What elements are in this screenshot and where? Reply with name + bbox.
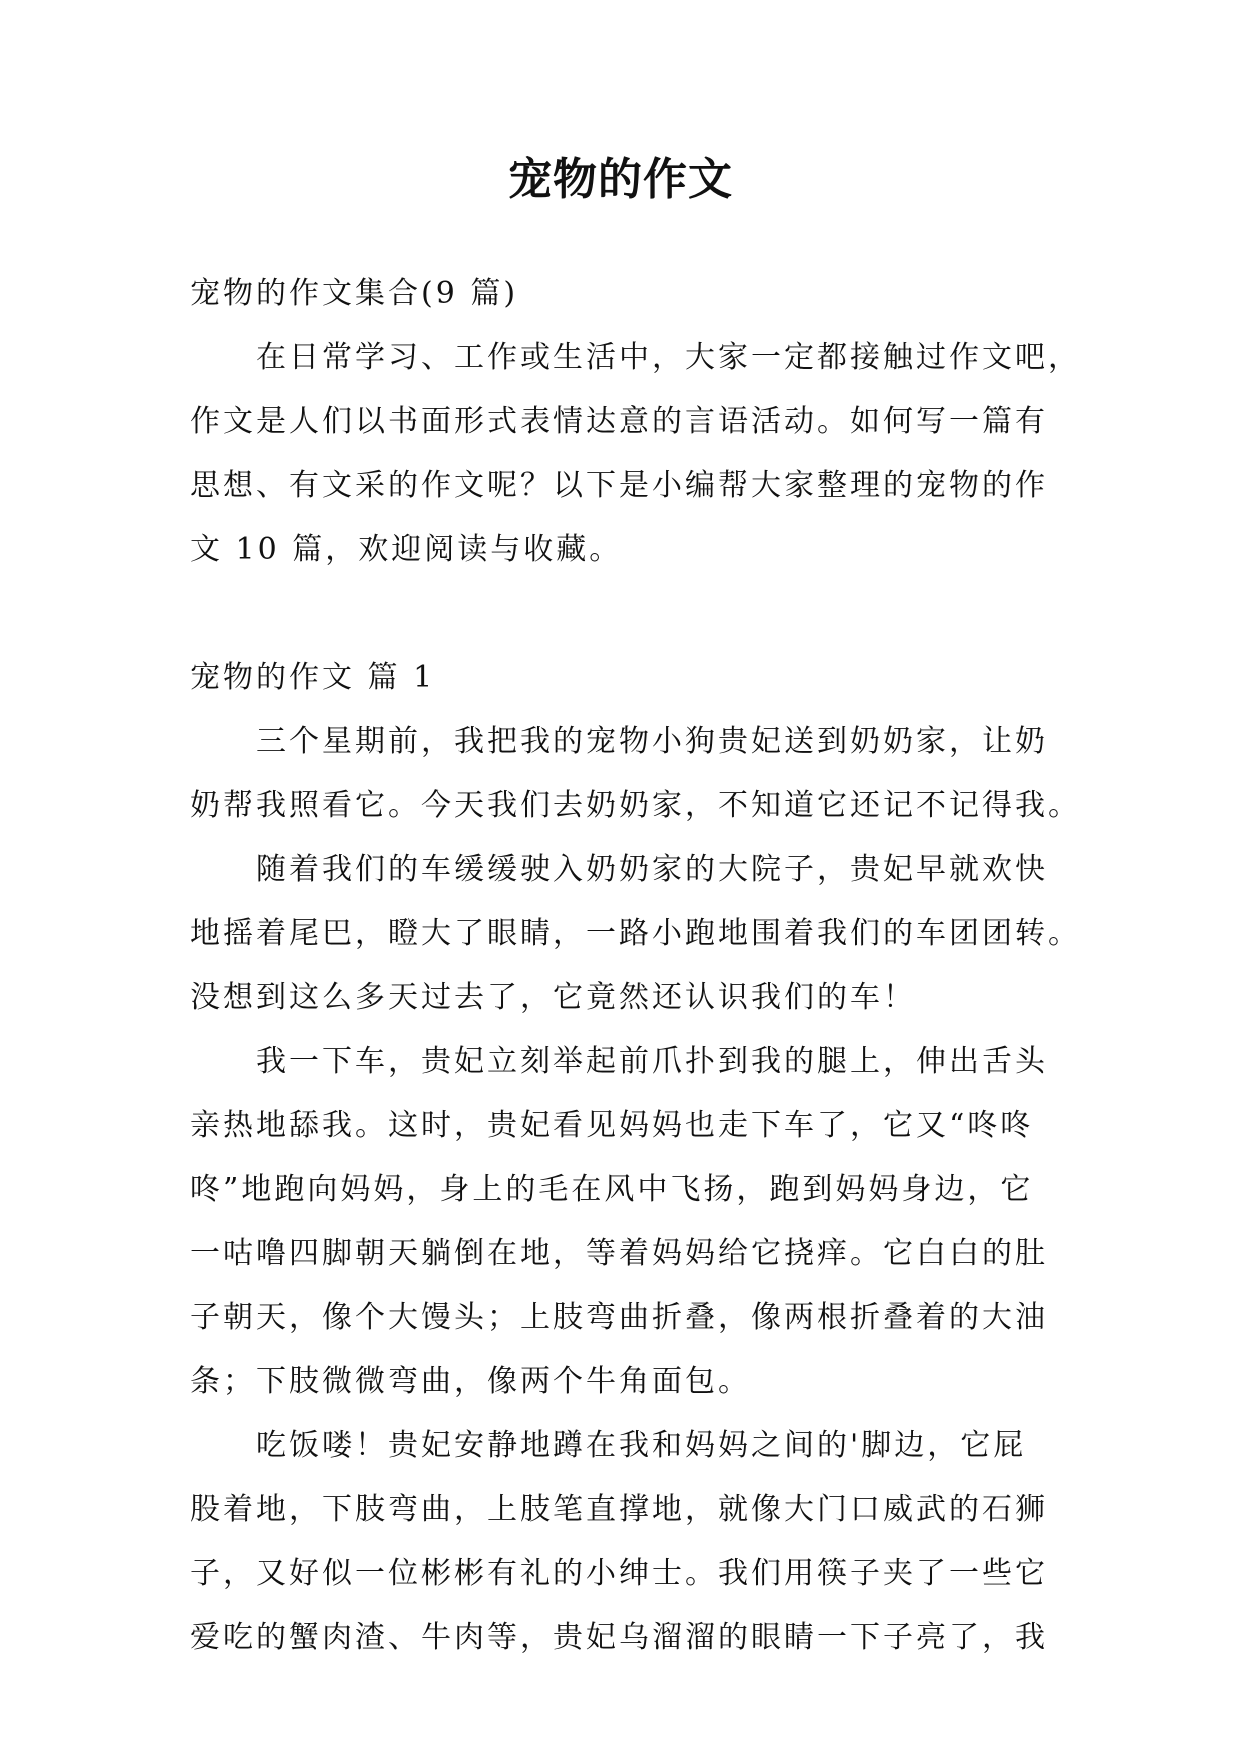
paragraph-line: 爱吃的蟹肉渣、牛肉等，贵妃乌溜溜的眼睛一下子亮了，我 [190, 1620, 1048, 1655]
paragraph-line: 没想到这么多天过去了，它竟然还认识我们的车！ [190, 980, 916, 1015]
intro-line: 思想、有文采的作文呢？以下是小编帮大家整理的宠物的作 [190, 468, 1048, 503]
document-title: 宠物的作文 [508, 154, 733, 205]
paragraph-line: 一咕噜四脚朝天躺倒在地，等着妈妈给它挠痒。它白白的肚 [190, 1236, 1048, 1271]
paragraph-line: 子，又好似一位彬彬有礼的小绅士。我们用筷子夹了一些它 [190, 1556, 1048, 1591]
collection-heading: 宠物的作文集合(9 篇) [190, 276, 519, 311]
paragraph-line: 地摇着尾巴，瞪大了眼睛，一路小跑地围着我们的车团团转。 [190, 916, 1081, 951]
paragraph-line: 咚”地跑向妈妈，身上的毛在风中飞扬，跑到妈妈身边，它 [190, 1172, 1034, 1207]
intro-line: 作文是人们以书面形式表情达意的言语活动。如何写一篇有 [190, 404, 1048, 439]
paragraph-line: 三个星期前，我把我的宠物小狗贵妃送到奶奶家，让奶 [256, 724, 1048, 759]
intro-line: 在日常学习、工作或生活中，大家一定都接触过作文吧， [256, 340, 1081, 375]
section-spacer [190, 582, 1050, 646]
paragraph-line: 子朝天，像个大馒头；上肢弯曲折叠，像两根折叠着的大油 [190, 1300, 1048, 1335]
paragraph-line: 股着地，下肢弯曲，上肢笔直撑地，就像大门口威武的石狮 [190, 1492, 1048, 1527]
paragraph-line: 我一下车，贵妃立刻举起前爪扑到我的腿上，伸出舌头 [256, 1044, 1048, 1079]
paragraph-line: 亲热地舔我。这时，贵妃看见妈妈也走下车了，它又“咚咚 [190, 1108, 1034, 1143]
paragraph-line: 吃饭喽！贵妃安静地蹲在我和妈妈之间的'脚边，它屁 [256, 1428, 1027, 1463]
document-body [190, 262, 1081, 1670]
paragraph-line: 随着我们的车缓缓驶入奶奶家的大院子，贵妃早就欢快 [256, 852, 1048, 887]
paragraph-line: 条；下肢微微弯曲，像两个牛角面包。 [190, 1364, 751, 1399]
paragraph-line: 奶帮我照看它。今天我们去奶奶家，不知道它还记不记得我。 [190, 788, 1081, 823]
section-heading: 宠物的作文 篇 1 [190, 660, 436, 695]
intro-line: 文 10 篇，欢迎阅读与收藏。 [190, 532, 623, 567]
